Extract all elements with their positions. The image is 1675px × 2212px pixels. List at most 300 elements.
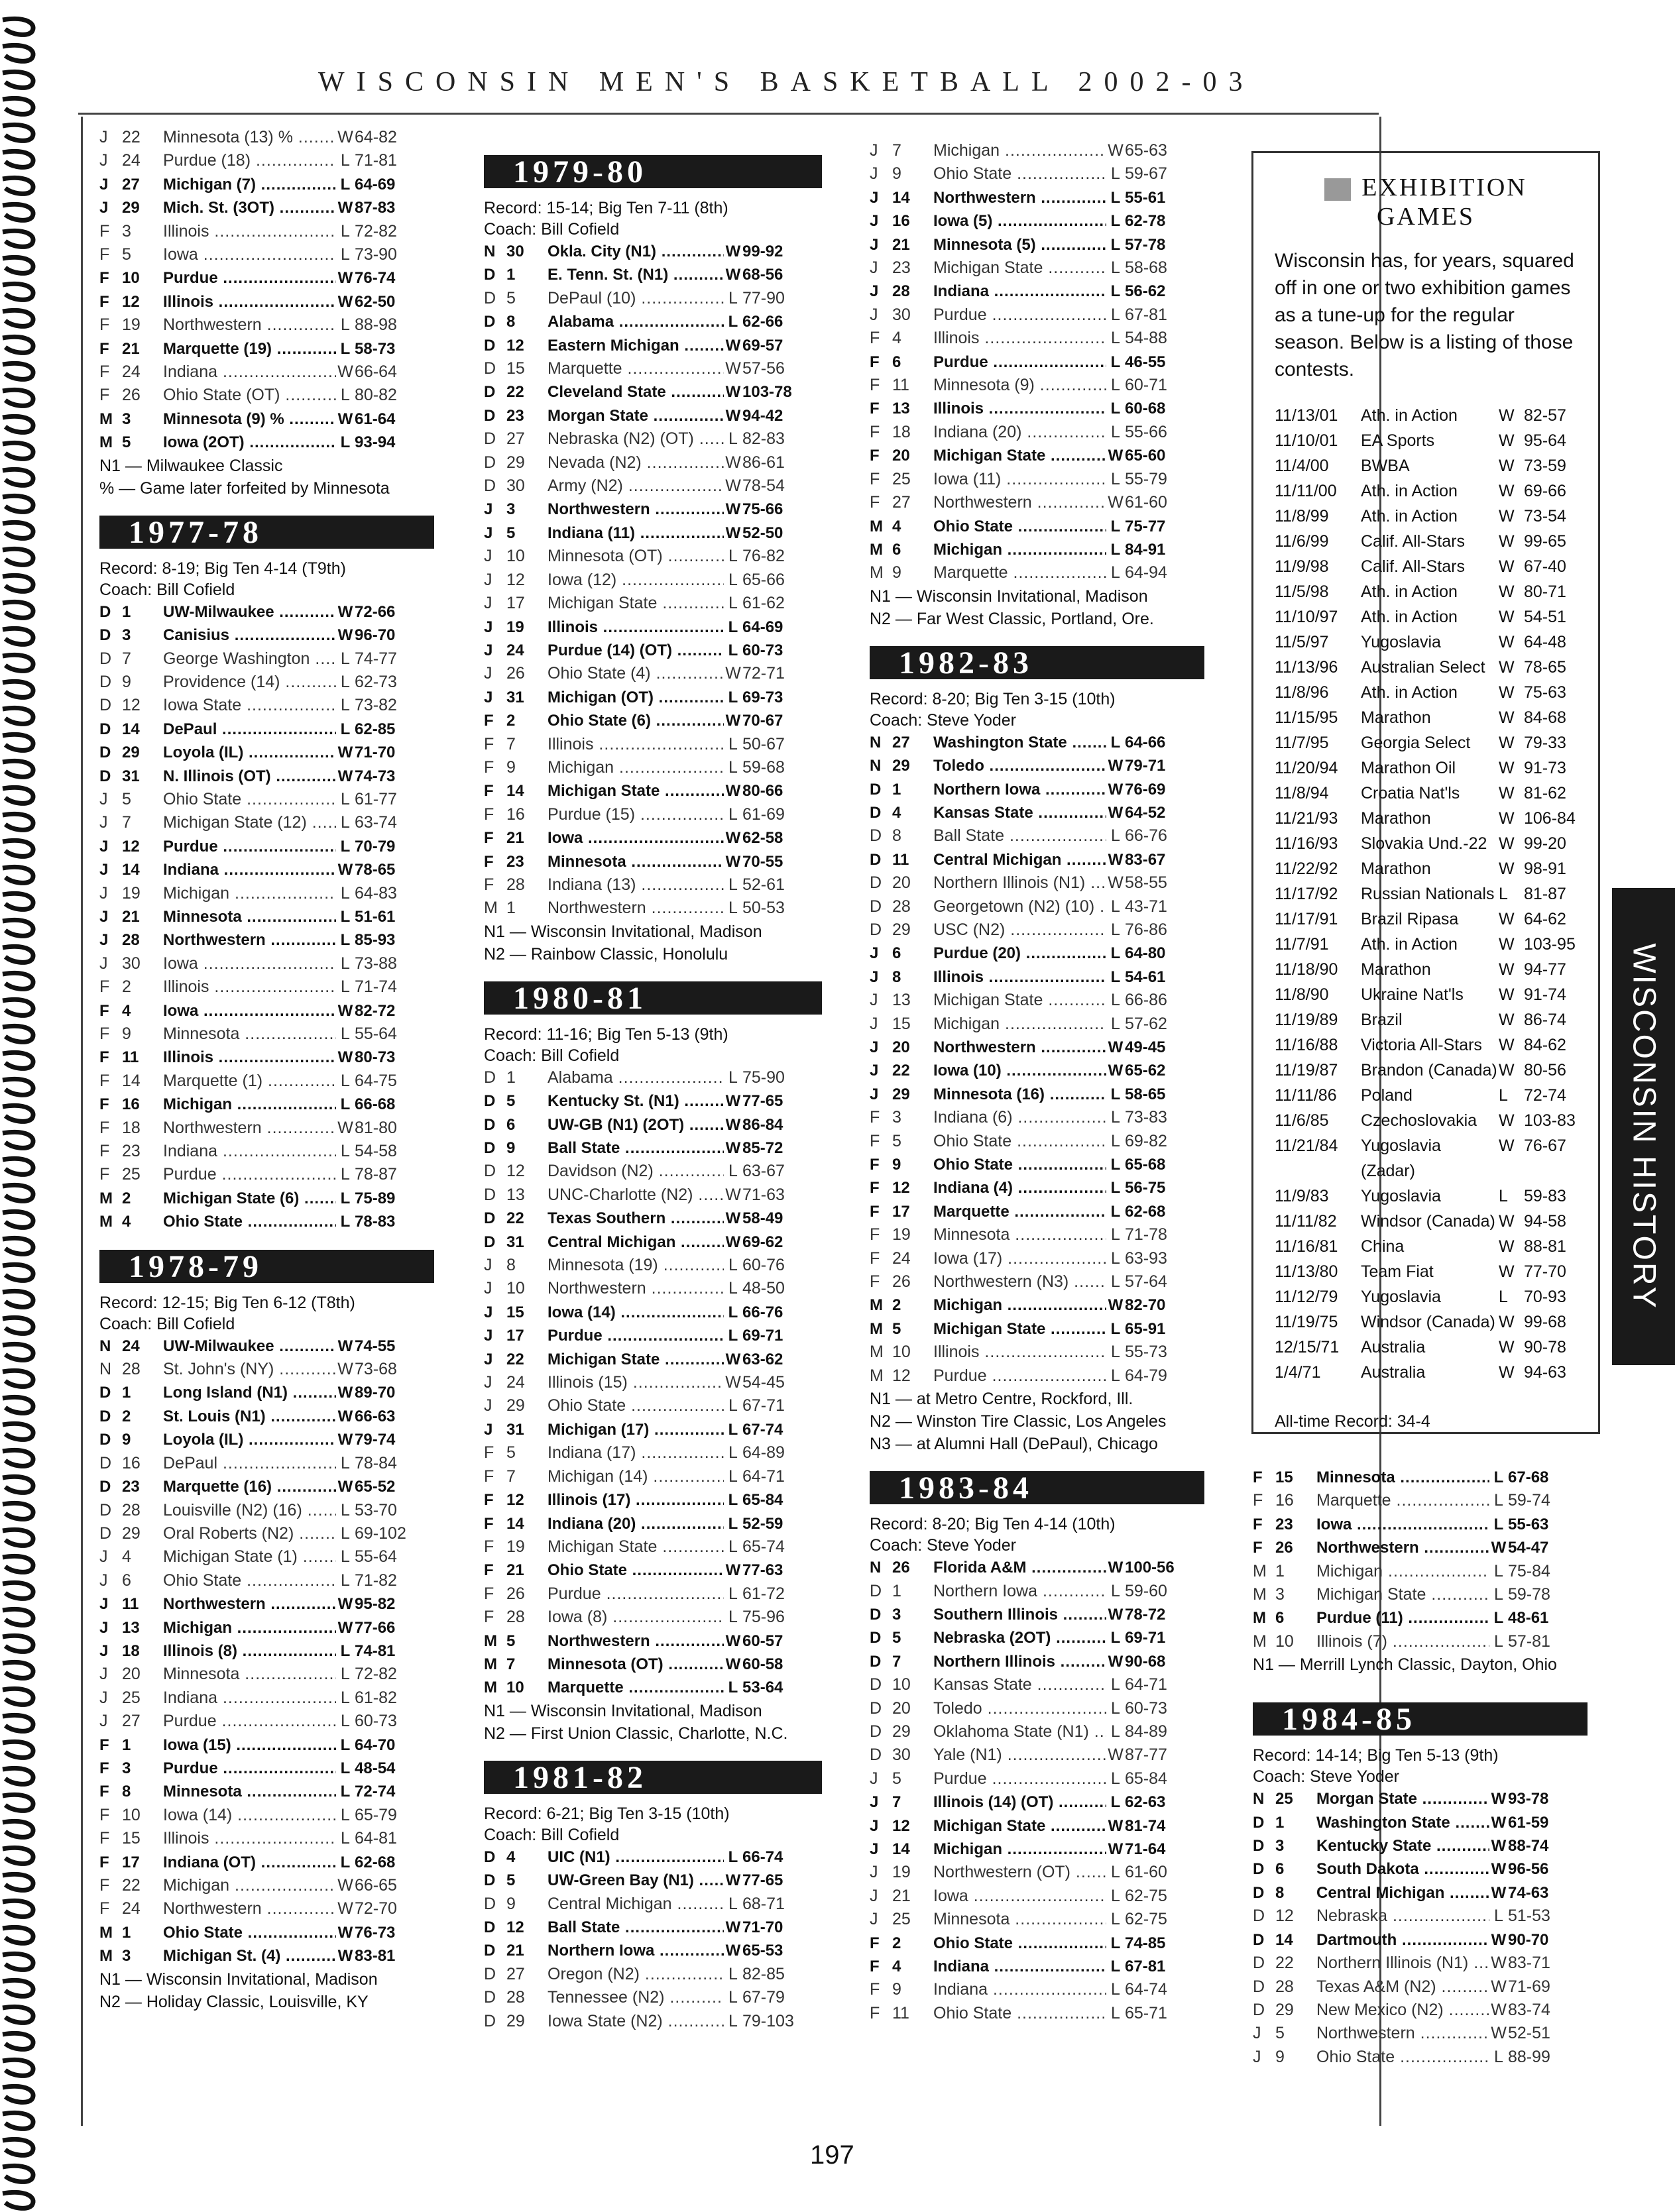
game-opponent: Minnesota ..... [933, 1223, 1106, 1246]
game-opponent: Northwestern ..... [548, 897, 724, 920]
game-day: 1 [506, 266, 516, 284]
game-score: 68-71 [742, 1894, 785, 1913]
spiral-ring [3, 231, 33, 247]
game-row [870, 1341, 1204, 1364]
season-coach: Coach: Steve Yoder [870, 710, 1016, 730]
exhibition-score: 88-81 [1524, 1237, 1566, 1256]
game-score: 84-91 [1125, 540, 1166, 559]
game-day: 14 [892, 1840, 910, 1858]
game-result: W [1491, 1790, 1507, 1808]
game-month: J [99, 1712, 108, 1731]
game-month: M [99, 433, 113, 452]
exhibition-result: W [1499, 1061, 1515, 1079]
game-result: L [728, 313, 738, 331]
exhibition-result: W [1499, 1011, 1515, 1029]
game-row [870, 1673, 1204, 1696]
game-opponent: Minnesota ..... [1316, 1466, 1489, 1489]
game-result: L [1111, 920, 1120, 939]
game-result: L [728, 757, 738, 777]
game-day: 27 [506, 1964, 525, 1983]
game-month: M [99, 1213, 113, 1231]
game-day: 12 [122, 696, 141, 715]
exhibition-date: 11/16/88 [1275, 1036, 1338, 1054]
game-opponent: Illinois ..... [548, 733, 724, 756]
game-month: F [870, 376, 880, 395]
game-opponent: Michigan State ..... [548, 1535, 724, 1559]
exhibition-row [1253, 907, 1598, 932]
game-result: W [337, 861, 353, 879]
exhibition-date: 11/18/90 [1275, 960, 1338, 979]
game-score: 78-87 [355, 1165, 397, 1184]
game-score: 55-66 [1125, 422, 1167, 441]
game-opponent: Northwestern ..... [933, 491, 1106, 514]
game-score: 65-84 [742, 1491, 783, 1510]
game-row [484, 240, 822, 263]
game-opponent: Michigan ..... [933, 1294, 1106, 1317]
spiral-ring [3, 19, 33, 34]
exhibition-row [1253, 1032, 1598, 1058]
page-header: WISCONSIN MEN'S BASKETBALL 2002-03 [318, 67, 1255, 97]
spiral-ring [3, 946, 33, 962]
game-month: M [99, 1923, 113, 1942]
game-result: L [341, 672, 350, 691]
game-result: W [337, 1048, 353, 1067]
game-opponent: UW-GB (N1) (2OT) ..... [548, 1113, 724, 1136]
game-result: L [340, 1783, 351, 1801]
game-opponent: Michigan ..... [933, 1013, 1106, 1036]
game-opponent: Michigan ..... [163, 1874, 336, 1897]
game-opponent: Michigan (OT) ..... [548, 686, 724, 709]
game-opponent: Kansas State ..... [933, 801, 1106, 824]
game-row [484, 1582, 822, 1606]
game-opponent: DePaul ..... [163, 1452, 336, 1475]
spiral-ring [3, 1450, 33, 1466]
game-row [870, 233, 1204, 256]
game-score: 64-69 [742, 618, 783, 636]
game-result: L [1111, 1366, 1120, 1385]
game-day: 4 [506, 1848, 516, 1866]
game-day: 23 [506, 406, 524, 425]
game-opponent: Ball State ..... [933, 824, 1106, 848]
game-opponent: New Mexico (N2) ..... [1316, 1999, 1489, 2022]
game-opponent: St. Louis (N1) ..... [163, 1405, 336, 1428]
game-opponent: Iowa (12) ..... [548, 569, 724, 592]
game-opponent: DePaul ..... [163, 718, 336, 741]
game-score: 85-72 [742, 1139, 783, 1157]
game-row [1253, 1466, 1588, 1489]
game-row [1253, 2046, 1588, 2069]
game-month: F [1253, 1468, 1263, 1486]
game-opponent: Illinois ..... [933, 1341, 1106, 1364]
game-score: 65-91 [1125, 1319, 1166, 1338]
game-result: L [1111, 422, 1120, 441]
exhibition-date: 11/19/75 [1275, 1313, 1338, 1331]
game-score: 66-68 [355, 1095, 396, 1114]
game-month: F [484, 734, 494, 753]
game-score: 64-71 [1125, 1675, 1167, 1694]
season-title: 1981-82 [484, 1761, 822, 1794]
game-day: 29 [506, 2011, 525, 2030]
game-opponent: Indiana (13) ..... [548, 873, 724, 897]
game-opponent: Ohio State ..... [163, 1921, 336, 1944]
game-result: W [337, 199, 353, 217]
game-opponent: Minnesota (OT) ..... [548, 1653, 724, 1676]
game-opponent: Purdue ..... [163, 266, 336, 290]
season-title: 1983-84 [870, 1471, 1204, 1504]
game-result: L [728, 1466, 738, 1486]
exhibition-description-line: season. Below is a listing of those [1275, 331, 1574, 353]
game-score: 57-78 [1125, 235, 1166, 254]
game-month: D [484, 2011, 496, 2030]
game-opponent: Indiana (4) ..... [933, 1176, 1106, 1199]
game-month: D [870, 1698, 882, 1718]
exhibition-row [1253, 504, 1598, 529]
game-result: W [337, 1595, 353, 1614]
exhibition-score: 72-74 [1524, 1086, 1566, 1105]
game-score: 74-55 [355, 1337, 396, 1355]
game-row [99, 1499, 434, 1522]
game-result: W [337, 767, 353, 785]
game-result: L [728, 1327, 738, 1345]
game-row [870, 1603, 1204, 1626]
exhibition-row [1253, 1284, 1598, 1309]
game-row [484, 1535, 822, 1559]
exhibition-opponent: Calif. All-Stars [1361, 557, 1465, 576]
game-score: 67-71 [742, 1396, 785, 1415]
game-row [870, 1556, 1204, 1579]
game-month: J [870, 141, 878, 160]
game-opponent: Northern Iowa ..... [548, 1939, 724, 1962]
game-result: L [341, 649, 350, 668]
exhibition-score: 99-20 [1524, 834, 1566, 853]
game-day: 5 [122, 433, 131, 452]
spiral-ring [3, 2166, 33, 2182]
exhibition-row [1253, 856, 1598, 881]
exhibition-result: W [1499, 1338, 1515, 1356]
spiral-ring [3, 575, 33, 591]
game-row [99, 1757, 434, 1780]
game-opponent: Ohio State ..... [163, 1569, 336, 1592]
game-row [99, 1093, 434, 1116]
game-result: W [1491, 1860, 1507, 1879]
game-row [484, 756, 822, 779]
game-day: 5 [1275, 2024, 1285, 2043]
game-score: 79-74 [355, 1431, 396, 1449]
game-result: L [1110, 968, 1121, 986]
season-coach: Coach: Steve Yoder [1253, 1767, 1399, 1787]
game-opponent: Illinois ..... [548, 616, 724, 639]
game-opponent: Michigan State ..... [1316, 1583, 1489, 1606]
exhibition-date: 11/11/00 [1275, 482, 1337, 500]
game-day: 3 [122, 626, 131, 645]
exhibition-result: W [1499, 406, 1515, 425]
exhibition-row [1253, 1335, 1598, 1360]
game-opponent: Purdue ..... [933, 304, 1106, 327]
game-opponent: Central Michigan ..... [933, 848, 1106, 871]
game-score: 71-69 [1508, 1977, 1550, 1996]
game-score: 95-82 [355, 1595, 396, 1614]
game-month: M [870, 1296, 883, 1315]
exhibition-result: L [1499, 1187, 1508, 1205]
game-result: L [340, 175, 351, 194]
game-day: 29 [506, 453, 525, 472]
game-month: J [99, 1595, 109, 1614]
exhibition-opponent: China [1361, 1237, 1405, 1256]
game-score: 77-90 [742, 288, 785, 307]
game-day: 3 [1275, 1585, 1285, 1604]
game-result: W [1491, 2000, 1507, 2019]
game-score: 78-83 [355, 1213, 396, 1231]
game-score: 57-81 [1508, 1631, 1550, 1651]
game-day: 17 [506, 594, 525, 613]
game-opponent: Indiana ..... [933, 1955, 1106, 1978]
game-row [99, 431, 434, 454]
game-day: 28 [506, 1608, 525, 1627]
exhibition-score: 54-51 [1524, 608, 1566, 626]
game-day: 24 [506, 641, 524, 659]
game-result: L [728, 547, 738, 566]
game-opponent: Indiana (6) ..... [933, 1106, 1106, 1129]
game-result: L [341, 1665, 350, 1684]
game-month: J [99, 789, 108, 808]
game-score: 59-67 [1125, 164, 1167, 184]
game-month: J [99, 861, 109, 879]
season-title: 1978-79 [99, 1250, 434, 1283]
game-result: L [340, 1759, 351, 1777]
game-day: 11 [892, 2003, 909, 2022]
game-day: 14 [122, 1071, 141, 1090]
game-day: 29 [892, 920, 911, 939]
exhibition-description-line: off in one or two exhibition games [1275, 277, 1571, 299]
game-score: 99-92 [742, 243, 783, 260]
game-score: 71-82 [355, 1571, 397, 1590]
game-score: 81-80 [355, 1118, 397, 1137]
game-result: W [1491, 1813, 1507, 1832]
game-month: F [99, 1783, 109, 1801]
game-row [870, 186, 1204, 209]
game-score: 73-83 [1125, 1108, 1167, 1127]
game-score: 73-88 [355, 954, 397, 973]
game-score: 65-66 [742, 570, 785, 589]
game-result: L [1110, 188, 1121, 207]
game-row [99, 858, 434, 881]
game-month: F [870, 493, 880, 512]
game-row [1253, 1489, 1588, 1512]
game-score: 79-71 [1125, 757, 1166, 775]
game-score: 84-89 [1125, 1722, 1167, 1741]
game-result: L [340, 433, 351, 452]
game-day: 29 [122, 1523, 141, 1543]
game-row [870, 1223, 1204, 1246]
spiral-ring [3, 1901, 33, 1916]
game-result: L [341, 386, 350, 405]
game-day: 5 [506, 524, 516, 542]
game-score: 66-64 [355, 362, 397, 382]
exhibition-result: W [1499, 759, 1515, 777]
game-result: L [728, 1420, 738, 1439]
game-month: F [99, 1048, 109, 1067]
game-score: 72-66 [355, 602, 396, 621]
exhibition-date: 11/7/95 [1275, 734, 1329, 752]
game-opponent: Northwestern ..... [548, 1630, 724, 1653]
game-opponent: Nebraska (2OT) ..... [933, 1626, 1106, 1649]
game-row [484, 1301, 822, 1324]
game-row [99, 1897, 434, 1920]
game-opponent: Providence (14) ..... [163, 671, 336, 694]
game-day: 6 [892, 540, 901, 559]
game-day: 22 [892, 1062, 910, 1080]
exhibition-date: 11/4/00 [1275, 457, 1329, 475]
game-day: 20 [892, 1698, 911, 1718]
game-day: 14 [506, 1514, 524, 1533]
exhibition-date: 11/17/91 [1275, 910, 1338, 928]
game-day: 25 [122, 1688, 141, 1707]
game-day: 5 [122, 789, 131, 808]
season-coach: Coach: Bill Cofield [484, 1046, 620, 1065]
game-opponent: Illinois ..... [163, 1827, 336, 1850]
game-opponent: Northern Illinois (N1) ..... [1316, 1952, 1489, 1975]
game-result: L [1110, 1934, 1121, 1952]
game-day: 1 [506, 1068, 516, 1087]
game-day: 14 [892, 188, 910, 207]
game-result: W [337, 362, 353, 382]
season-coach: Coach: Bill Cofield [99, 580, 235, 599]
game-score: 64-70 [355, 1736, 396, 1754]
game-month: J [99, 931, 109, 950]
game-score: 64-75 [355, 1071, 397, 1090]
game-day: 30 [506, 476, 525, 496]
game-day: 18 [122, 1118, 141, 1137]
game-month: J [484, 1396, 492, 1415]
column-4 [1253, 1466, 1588, 2069]
game-opponent: Illinois (8) ..... [163, 1639, 336, 1663]
game-opponent: DePaul (10) ..... [548, 287, 724, 310]
game-day: 8 [122, 1783, 131, 1801]
game-month: F [99, 1899, 110, 1918]
game-row [870, 1153, 1204, 1176]
game-result: W [1108, 1296, 1124, 1315]
spiral-ring [3, 1423, 33, 1439]
game-result: W [1108, 873, 1124, 893]
game-opponent: Purdue ..... [163, 835, 336, 858]
game-month: D [1253, 1954, 1265, 1973]
game-result: L [1111, 1248, 1120, 1268]
exhibition-score: 59-83 [1524, 1187, 1566, 1205]
game-result: W [725, 1185, 741, 1204]
game-day: 1 [122, 1923, 131, 1942]
game-month: N [870, 1559, 882, 1577]
game-row [870, 327, 1204, 350]
game-score: 56-75 [1125, 1179, 1166, 1197]
game-row [870, 1059, 1204, 1082]
game-row [1253, 2022, 1588, 2045]
game-month: D [484, 406, 496, 425]
game-opponent: Canisius ..... [163, 624, 336, 647]
game-score: 60-73 [1125, 1698, 1167, 1718]
game-result: L [728, 1303, 738, 1321]
game-row [99, 1734, 434, 1757]
game-score: 62-75 [1125, 1910, 1167, 1929]
season-title: 1980-81 [484, 981, 822, 1015]
game-score: 82-83 [742, 429, 785, 449]
game-row [484, 1488, 822, 1512]
game-opponent: UW-Milwaukee ..... [163, 1335, 336, 1358]
game-day: 12 [892, 1816, 910, 1835]
game-score: 76-73 [355, 1923, 396, 1942]
game-opponent: Iowa ..... [163, 999, 336, 1023]
game-result: L [728, 1964, 738, 1983]
game-result: L [1110, 400, 1121, 418]
game-score: 85-93 [355, 931, 396, 950]
game-result: L [1493, 1468, 1504, 1486]
game-result: W [337, 1923, 353, 1942]
game-result: W [337, 1360, 353, 1379]
exhibition-row [1253, 403, 1598, 428]
game-result: W [1108, 1062, 1124, 1080]
game-score: 100-56 [1125, 1559, 1175, 1577]
game-day: 26 [892, 1272, 911, 1292]
game-opponent: Illinois (15) ..... [548, 1371, 724, 1394]
game-row [99, 1851, 434, 1874]
game-score: 77-63 [742, 1561, 783, 1580]
game-result: L [1494, 2047, 1503, 2066]
exhibition-score: 64-62 [1524, 910, 1566, 928]
game-row [99, 408, 434, 431]
spiral-ring [3, 45, 33, 61]
game-month: M [1253, 1561, 1267, 1580]
game-row [484, 1418, 822, 1441]
game-day: 27 [122, 1712, 141, 1731]
game-score: 96-56 [1508, 1860, 1549, 1879]
game-result: W [725, 829, 741, 848]
game-row [99, 1117, 434, 1140]
game-month: J [99, 1665, 108, 1684]
game-result: W [725, 1350, 741, 1368]
exhibition-score: 69-66 [1524, 482, 1566, 500]
game-result: L [340, 1853, 351, 1871]
game-row [99, 1023, 434, 1046]
exhibition-score: 81-87 [1524, 885, 1566, 903]
exhibition-date: 11/21/84 [1275, 1136, 1338, 1155]
game-row [484, 1846, 822, 1869]
game-score: 59-78 [1508, 1585, 1550, 1604]
game-month: F [484, 829, 494, 848]
game-day: 5 [506, 1871, 516, 1890]
game-month: J [99, 907, 109, 926]
game-row [870, 256, 1204, 280]
game-row [1253, 1881, 1588, 1905]
game-row [870, 1130, 1204, 1153]
game-day: 6 [122, 1571, 131, 1590]
game-row [99, 882, 434, 905]
game-opponent: Michigan State ..... [548, 779, 724, 802]
game-day: 20 [122, 1665, 141, 1684]
game-day: 6 [892, 353, 901, 371]
exhibition-result: W [1499, 582, 1515, 601]
game-month: J [99, 175, 109, 194]
game-score: 82-85 [742, 1964, 785, 1983]
game-score: 57-62 [1125, 1014, 1167, 1033]
game-month: F [99, 292, 109, 311]
game-result: L [728, 1679, 738, 1697]
game-day: 28 [122, 1360, 141, 1379]
game-row [99, 694, 434, 717]
game-opponent: Ohio State (4) ..... [548, 662, 724, 685]
game-score: 52-59 [742, 1514, 783, 1533]
exhibition-score: 70-93 [1524, 1288, 1566, 1306]
game-day: 24 [122, 1337, 140, 1355]
game-result: L [340, 1641, 351, 1660]
